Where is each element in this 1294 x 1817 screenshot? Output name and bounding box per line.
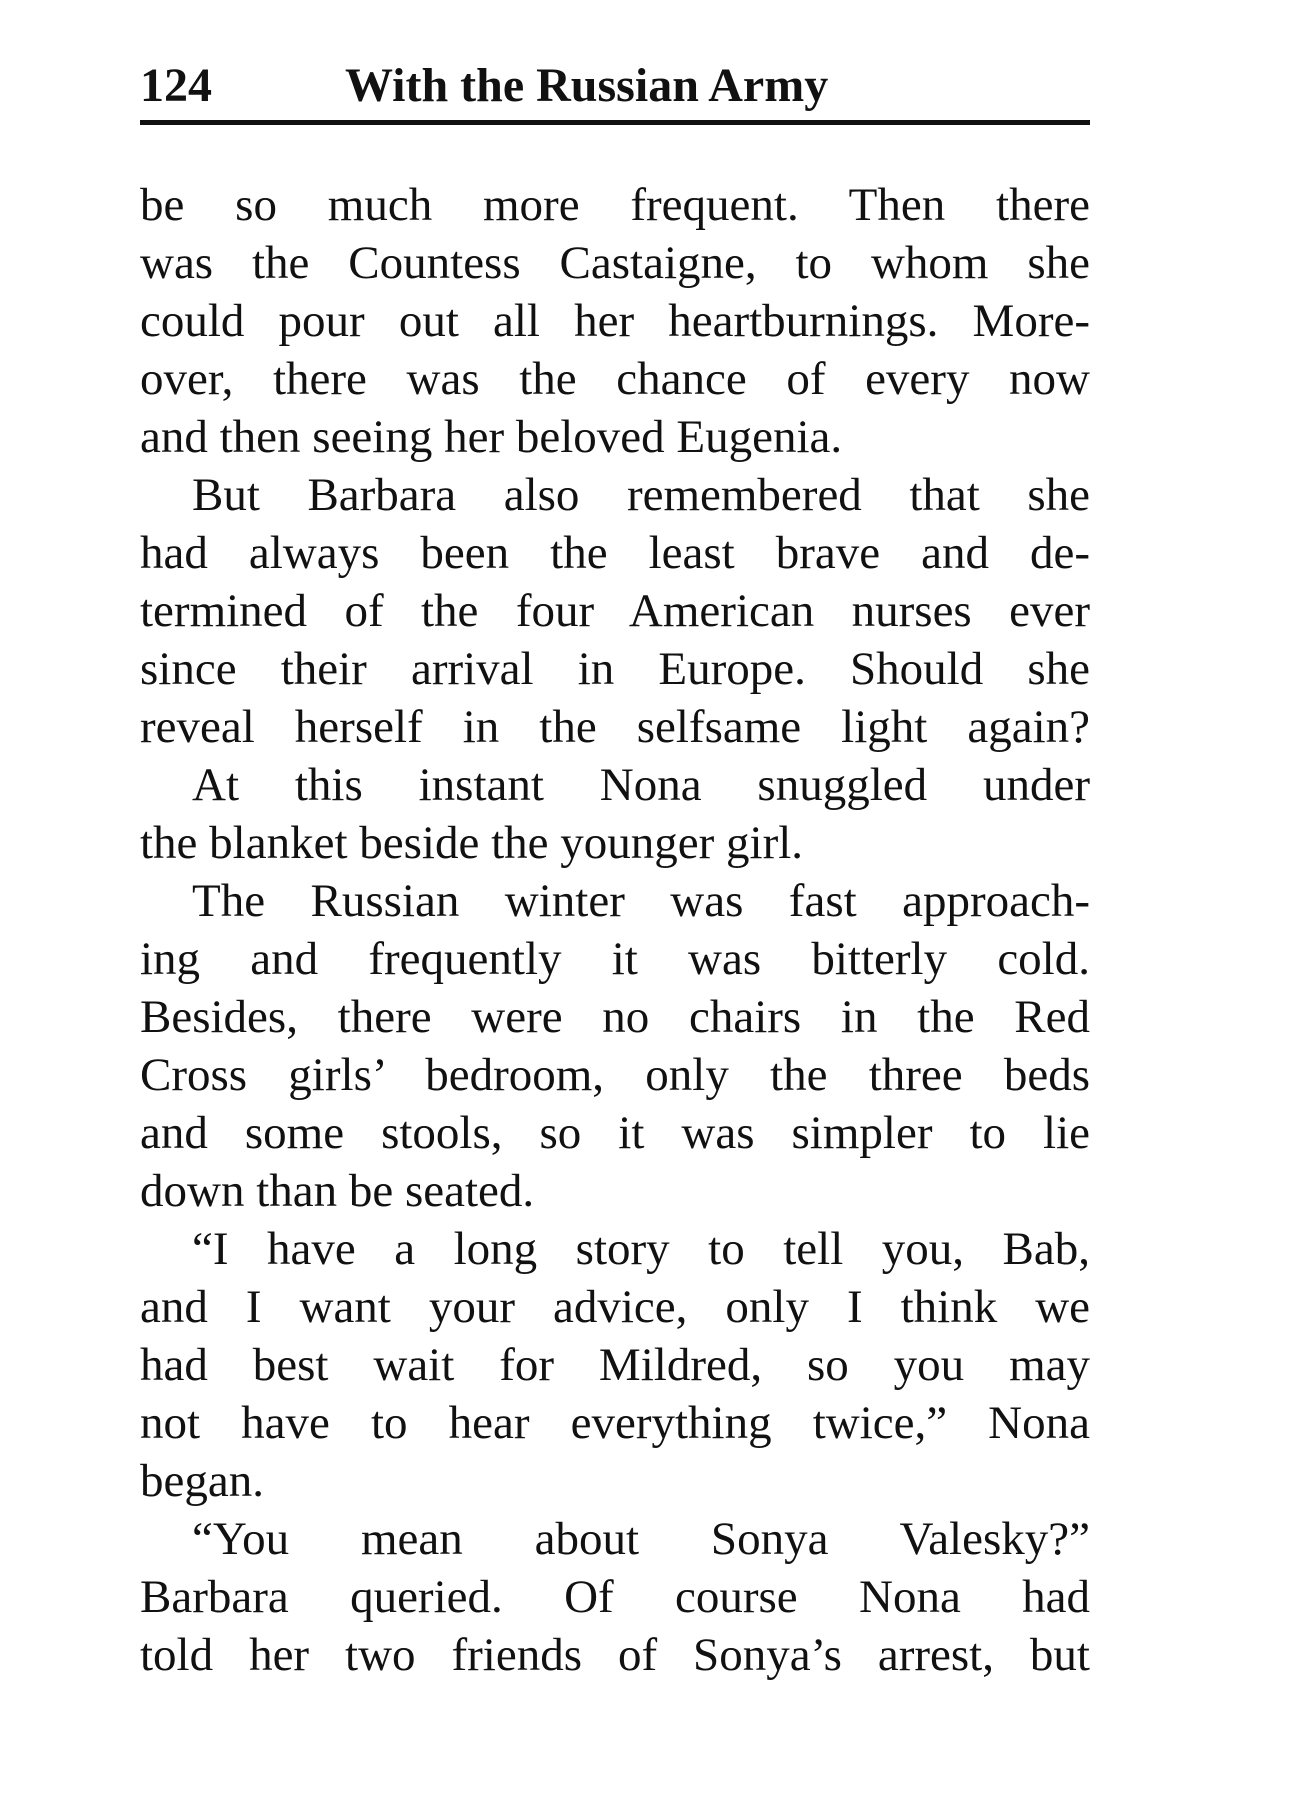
text-line: over, there was the chance of every now [140,353,1090,405]
text-line: was the Countess Castaigne, to whom she [140,237,1090,289]
running-title: With the Russian Army [345,59,829,112]
text-line: The Russian winter was fast approach- [192,875,1090,927]
body-text [140,176,1090,1684]
text-line: began. [140,1455,264,1507]
text-line: could pour out all her heartburnings. More- [140,295,1090,347]
text-line: down than be seated. [140,1165,535,1217]
text-line: and I want your advice, only I think we [140,1281,1090,1333]
text-line: At this instant Nona snuggled under [192,759,1090,811]
text-line: Cross girls’ bedroom, only the three beds [140,1049,1090,1101]
text-line: had always been the least brave and de- [140,527,1090,579]
page-header [140,56,1090,116]
text-line: had best wait for Mildred, so you may [140,1339,1090,1391]
text-line: and then seeing her beloved Eugenia. [140,411,843,463]
text-line: Besides, there were no chairs in the Red [140,991,1090,1043]
text-line: the blanket beside the younger girl. [140,817,804,869]
text-line: ing and frequently it was bitterly cold. [140,933,1090,985]
text-line: termined of the four American nurses ever [140,585,1090,637]
text-line: since their arrival in Europe. Should she [140,643,1090,695]
text-line: and some stools, so it was simpler to lie [140,1107,1090,1159]
text-line: But Barbara also remembered that she [192,469,1090,521]
text-line: Barbara queried. Of course Nona had [140,1571,1090,1623]
text-line: reveal herself in the selfsame light again? [140,701,1090,753]
header-rule [140,120,1090,125]
text-line: “I have a long story to tell you, Bab, [192,1223,1090,1275]
text-line: be so much more frequent. Then there [140,179,1090,231]
text-line: told her two friends of Sonya’s arrest, but [140,1629,1090,1681]
page-number: 124 [140,59,212,112]
text-line: “You mean about Sonya Valesky?” [192,1513,1090,1565]
text-line: not have to hear everything twice,” Nona [140,1397,1090,1449]
